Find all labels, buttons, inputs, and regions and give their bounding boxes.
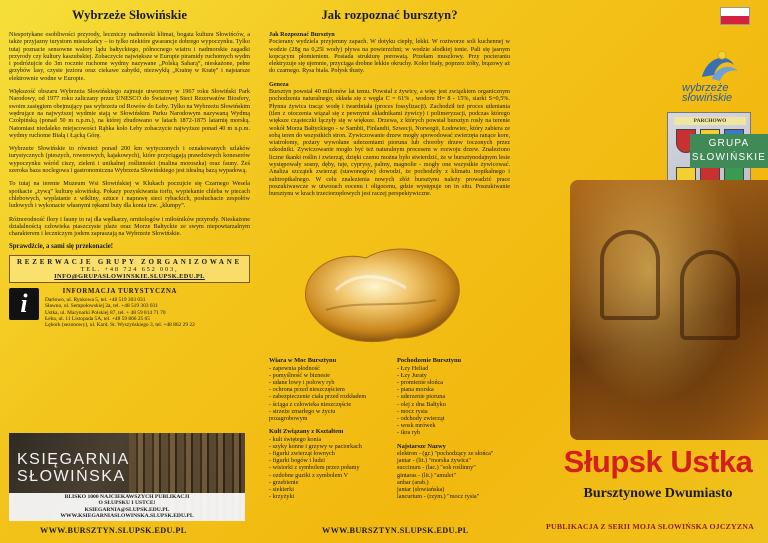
list-item: - wosk mrówek — [397, 422, 436, 430]
list-item: - mocz rysia — [397, 407, 428, 415]
amber-stone-image — [296, 230, 466, 350]
series-tagline: PUBLIKACJA Z SERII MOJA SŁOWIŃSKA OJCZYZNA — [546, 522, 754, 531]
reservation-email[interactable]: INFO@GRUPASLOWINSKIE.SLUPSK.EDU.PL — [54, 272, 205, 280]
list-item: - pomyślność w biznesie — [269, 371, 331, 379]
bookshop-note — [9, 493, 245, 521]
footer-url-left[interactable]: WWW.BURSZTYN.SLUPSK.EDU.PL — [40, 526, 187, 535]
amber-list-left — [269, 357, 381, 500]
tourist-info-line: Lębork (sezonowy), ul. Kard. St. Wyszyńskiego 3, tel. +48 862 29 22 — [45, 322, 195, 329]
list-item: - szyky konne i grzywy w paciorkach — [269, 442, 362, 450]
origin-heading: Pochodzenie Bursztynu — [397, 357, 462, 364]
recognize-text: Pocierany wydziela przyjemny zapach. W dotyku ciepły, lekki. W roztworze soli kuchennej w wodzie (28g na 0,25l wody) pływa na powierzchni; w wodzie słodkiej tonie. Pali się jasnym kopcącym płomieniem. Posiada strukturę porowatą. Przełam muszlowy. Przy pocieraniu elektryzuje się ujemnie, przyciąga drobne lekkie okruchy. Kolor biały, poprzez żółty, brązowy aż do czarnego. Rysa biała. Połysk tłusty. — [269, 38, 510, 75]
logo-text-line1: wybrzeże — [682, 82, 729, 94]
reservation-line1: REZERWACJE GRUPY ZORGANIZOWANE — [16, 257, 243, 266]
sculpture-figure — [600, 230, 660, 320]
panel2-title: Jak rozpoznać bursztyn? — [321, 8, 458, 22]
recognize-heading: Jak Rozpoznać Bursztyn — [269, 31, 335, 38]
reservation-phone: TEL. +48 724 652 003, — [80, 265, 179, 273]
tourist-info-line: Łeba, ul. 11 Listopada 5A, tel. +48 59 866 25 65 — [45, 315, 150, 322]
list-item: - udane łowy i połowy ryb — [269, 378, 335, 386]
panel1-para4: To tutaj na terenie Muzeum Wsi Słowińskiej w Klukach poczujcie się Czarnego Wesela spotkacie „żywą” kulturę słowińską. Pokazy pozyskiwania torfu, wypiekanie chleba w piecach chlebowych, wyplatanie z wikliny, sztuce i naprawę sieci rybackich, posłuchacie zespołów ludowych i wykonacie własnymi rękami buty dla konia tzw. „klumpy”. — [9, 180, 250, 210]
bookshop-name-line1: KSIĘGARNIA — [17, 451, 130, 468]
polish-flag-icon — [720, 7, 750, 25]
bookshop-note-line: BLISKO 1000 NAJCIEKAWSZYCH PUBLIKACJI — [64, 493, 190, 500]
panel1-para1: Niespotykane osobliwości przyrody, leczniczy nadmorski klimat, bogata kultura Słowińców, a także przyjazny turystom mieszkańcy – to tylko niektóre gwarancje dobrego wypoczynku. Tylko tutaj poznacie sensowne walory lądu bałtyckiego, północnego wiatru i nadmorskie zagadki przyrody czy kultury kaszubskiej. Zobaczycie największe w Europie piramidy ruchomych wydm i podróżujcie do 3m rocznie ruchome wydmy nazywane „Polską Saharą”, nieskażone, pełne grzybów lasy, czyste jeziora oraz ciekawe zabytki, niezwykłą „Krainę w Kratę” i najstarsze elektrownie wodne w Europie. — [9, 31, 250, 82]
list-item: - siekierki — [269, 486, 294, 494]
tourist-info-text — [45, 288, 195, 329]
list-item: - strzeże zmarłego w życiu — [269, 407, 336, 415]
list-item: - kult świętego konia — [269, 435, 322, 443]
tourist-info-line: Ustka, ul. Marynarki Polskiej 87, tel. + 48 59 814 71 70 — [45, 309, 166, 316]
bookshop-name-line2: SŁOWIŃSKA — [17, 468, 126, 485]
panel1-para2: Większość obszaru Wybrzeża Słowińskiego zajmuje utworzony w 1967 roku Słowiński Park Narodowy, od 1977 roku zaliczany przez UNESCO do Światowej Sieci Rezerwatów Biosfery, swoim zasięgiem obejmujący pas wybrzeża od Rowów do Łeby. Tylko na Wybrzeżu Słowińskim wędrujące na najwyższej wydmie stają w Słowińskim Parku Narodowym nazywaną Wydmą Czołpińską (ponad 50 m n.p.m.), na której zbudowano w latach 1872-1875 latarnię morską. Natomiast niedaleko miejscowości Rąbka koło Łeby zobaczycie najwyższe ponad 40 m n.p.m. wydmy ruchome Białą i Łącką Górę. — [9, 88, 250, 139]
list-item: - wisiorki z symbolem przez połamy — [269, 464, 360, 472]
bookshop-email[interactable]: KSIEGARNIA@SLUPSK.EDU.PL — [84, 506, 170, 513]
amber-list-right — [397, 357, 509, 500]
list-item: - uderzenie pioruna — [397, 393, 446, 401]
bookshop-note-line: O SŁUPSKU I USTCE! — [98, 500, 156, 507]
list-item: - grzebienie — [269, 478, 299, 486]
list-item: - odchody zwierząt — [397, 414, 445, 422]
list-item: - ściąga z człowieka nieszczęście — [269, 400, 352, 408]
grupa-line2: SŁOWIŃSKIE — [691, 152, 767, 163]
amber-lists — [269, 357, 509, 500]
list-item: - Łzy Heliad — [397, 364, 429, 372]
bookshop-url[interactable]: WWW.KSIEGARNIASLOWINSKA.SLUPSK.EDU.PL — [60, 513, 194, 520]
wybrzeze-logo-text — [682, 83, 732, 103]
bookshop-brand — [17, 451, 130, 485]
grupa-slowinskie-badge — [690, 134, 768, 168]
list-item: - ikra ryb — [397, 429, 421, 437]
sculpture-figure — [680, 250, 740, 340]
wave-logo-icon — [672, 47, 752, 87]
list-item: - krzyżyki — [269, 493, 295, 501]
list-item: lancurium - (rzym.) "mocz rysia" — [397, 493, 480, 501]
grupa-line1: GRUPA — [708, 138, 750, 149]
list-item: elektron - (gr.) "pochodzący ze słońca" — [397, 450, 494, 458]
list-item: - ochrona przed nieszczęściem — [269, 386, 345, 394]
info-icon: i — [9, 288, 39, 320]
tourist-info-heading: INFORMACJA TURYSTYCZNA — [62, 287, 178, 295]
footer-url-middle[interactable]: WWW.BURSZTYN.SLUPSK.EDU.PL — [322, 526, 469, 535]
list-item: - figurki bogów i ludzi — [269, 457, 326, 465]
genesis-text: Bursztyn powstał 40 milionów lat temu. Powstał z żywicy, a więc jest związkiem organicznym pochodzenia naturalnego; składa się z węgla C = 61% , wodoru H= 8 - 15%, siarki S=0,5%. Płynna żywica tracąc wodę i twardniała (proces fossylizacji). Zachodził też proces utleniania (tlen z otoczenia wiązał się z pewnymi składnikami żywicy) i polimeryzacji, podczas którego większe cząsteczki łączyły się w większe. Drzewa, z których powstał bursztyn rosły na terenie wokół Morza Bałtyckiego - w Sambii, Finlandii, Szwecji, Norwegii, Łodowiec, który zabiera ze sobą teren do wszystkich stron. Zywiczowanie drzew mogły spowodować zwierzęta ranące kore, wiatrołomy, pożary wywołane uderzeniami pioruna lub choroby drzew toczonych przez szkodniki. Zywiczowanie mogło być też naturalnym procesem w rozwoju drzew. Znaleziono liczne tkanki roślin i zwierząt, dzięki czemu można było stwierdzić, że w bursztynodajnym lesie występowały sosny, dęby, tuje, cyprysy, palmy, magnolie - mogły one wszystkie żywicować. Analiza szczątek zwierząt (stawonogów) dowodzi, że pochodziły z klimatu tropikalnego i subtropikalnego. W celu znalezienia nowych złóż bursztynu należy prowadzić prace poszukiwawcze w utworach eocenu i oligocenu, gdzie występuje on in situ. Poszukiwanie bursztynu w krach trzeciorzędowych jest raczej perspektywiczne. — [269, 88, 510, 198]
bookshop-banner — [9, 433, 245, 521]
list-item: - Łzy Juraty — [397, 371, 427, 379]
logo-text-line2: słowińskie — [682, 92, 733, 104]
list-item: - ozdobne guziki z symbolem V — [269, 471, 349, 479]
list-item: jantar - (lit.) "morska żywica" — [397, 457, 471, 465]
list-item: gintaras - (lit.) "amulet" — [397, 471, 457, 479]
list-item: - piana morska — [397, 386, 434, 394]
panel1-para5: Różnorodność flory i fauny to raj dla wędkarzy, ornitologów i miłośników przyrody. Nieskażone działalnością człowieka piaszczyste plaże oraz Morze Bałtyckie ze swym niepowtarzalnym charakterem i leczniczym jodem zapraszają na Wybrzeże Słowińskie. — [9, 215, 250, 238]
list-item: - olej z dna Bałtyku — [397, 400, 446, 408]
cover-subtitle: Bursztynowe Dwumiasto — [583, 486, 733, 501]
reservation-box — [9, 255, 250, 283]
panel1-para3: Wybrzeże Słowińskie to również ponad 200 km wytyczonych i oznakowanych szlaków turystycznych (pieszych, rowerowych, kajakowych), które przyciągają prawdziwych koneserów wypoczynku wśród ciszy, zieleni i unikalnej roślinności (malina moroszka) oraz fauny. Żeś szeroka baza noclegowa i gastronomiczna Wybrzeża Słowińskiego jest idealną bazą wypadową. — [9, 145, 250, 175]
panel1-title: Wybrzeże Słowińskie — [72, 8, 187, 22]
tourist-info-line: Sławno, ul. Sempołowskiej 2a, tel. +48 519 303 031 — [45, 303, 158, 310]
list-item: - zapewnia płodność — [269, 364, 320, 372]
list-item: - promienie słońca — [397, 378, 444, 386]
list-item: anbar (arab.) — [397, 478, 429, 486]
tourist-info — [9, 288, 250, 329]
list-item: jantar (słowiańska) — [397, 486, 445, 494]
list-item: - zabezpieczenie ciała przed rozkładem — [269, 393, 367, 401]
list-item: pozagrobowym — [269, 414, 308, 422]
belief-heading: Wiara w Moc Bursztynu — [269, 357, 337, 364]
panel-wybrzeze — [0, 0, 260, 543]
genesis-heading: Geneza — [269, 80, 289, 88]
list-item: succinum - (łac.) "sok roślinny" — [397, 464, 476, 472]
names-heading: Najstarsze Nazwy — [397, 442, 446, 450]
cover-title: Słupsk Ustka — [563, 444, 753, 479]
wybrzeze-logo — [672, 47, 752, 107]
amber-sculpture-image — [570, 180, 768, 440]
tourist-info-line: Darłowo, ul. Rynkowa 5, tel. +48 519 303 031 — [45, 296, 146, 303]
cult-heading: Kult Związany z Kształtem — [269, 428, 344, 436]
list-item: - figurki zwierząt łownych — [269, 450, 335, 458]
invite-text: Sprawdźcie, a sami się przekonacie! — [9, 243, 114, 251]
coat-of-arms-banner: PARCHOWO — [674, 117, 746, 125]
